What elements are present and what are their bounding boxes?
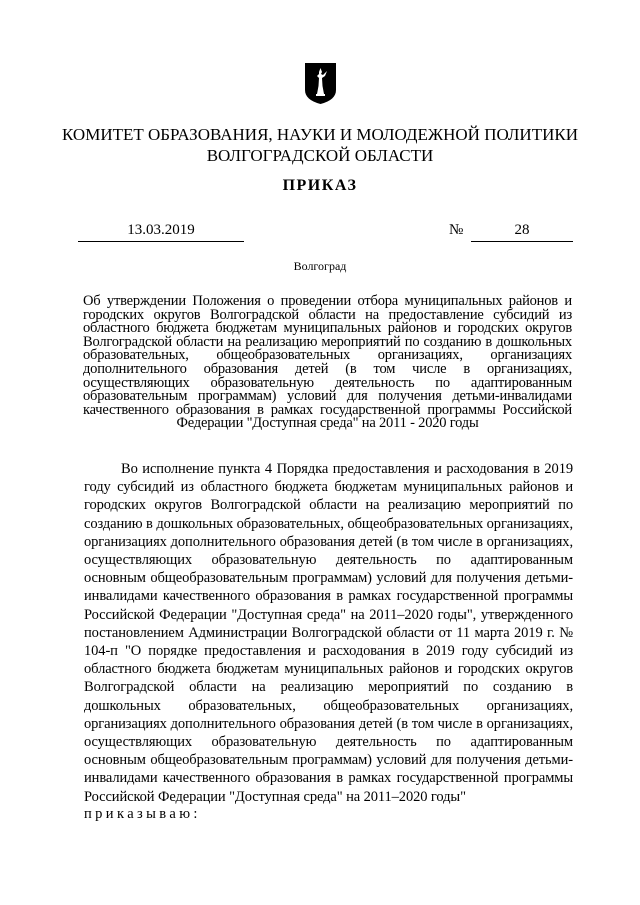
decree-word: приказываю:	[84, 806, 201, 822]
number-sign: №	[449, 222, 464, 238]
order-title: ПРИКАЗ	[282, 177, 358, 194]
order-number: 28	[471, 222, 573, 242]
order-body: Во исполнение пункта 4 Порядка предоставления и расходования в 2019 году субсидий из областного бюджета бюджетам муниципальных районов и городских округов Волгоградской области на реализацию мероприятий по созданию в дошкольных образовательных, общеобразовательных организациях, организациях дополнительного образования детей (в том числе в организациях, осуществляющих образовательную деятельность по адаптированным основным общеобразовательным программам) условий для получения детьми-инвалидами качественного образования в рамках государственной программы Российской Федерации "Доступная среда" на 2011–2020 годы", утвержденного постановлением Администрации Волгоградской области от 11 марта 2019 г. № 104-п "О порядке предоставления и расходования в 2019 году субсидий из областного бюджета бюджетам муниципальных районов и городских округов Волгоградской области на реализацию мероприятий по созданию в дошкольных образовательных, общеобразовательных организациях, организациях дополнительного образования детей (в том числе в организациях, осуществляющих образовательную деятельность по адаптированным основным общеобразовательным программам) условий для получения детьми-инвалидами качественного образования в рамках государственной программы Российской Федерации "Доступная среда" на 2011–2020 годы"	[84, 461, 573, 805]
city-name: Волгоград	[293, 259, 347, 273]
order-subject: Об утверждении Положения о проведении отбора муниципальных районов и городских округов Волгоградской области на предоставление субсидий из областного бюджета бюджетам муниципальных районов и городских округов Волгоградской области на реализацию мероприятий по созданию в дошкольных образовательных, общеобразовательных организациях, организациях дополнительного образования детей (в том числе в организациях, осуществляющих образовательную деятельность по адаптированным образовательным программам) условий для получения детьми-инвалидами качественного образования в рамках государственной программы Российской Федерации "Доступная среда" на 2011 - 2020 годы	[83, 293, 572, 432]
order-date: 13.03.2019	[78, 222, 244, 242]
coat-of-arms-icon	[304, 62, 337, 105]
committee-name: КОМИТЕТ ОБРАЗОВАНИЯ, НАУКИ И МОЛОДЕЖНОЙ ПОЛИТИКИ ВОЛГОГРАДСКОЙ ОБЛАСТИ	[62, 125, 578, 165]
